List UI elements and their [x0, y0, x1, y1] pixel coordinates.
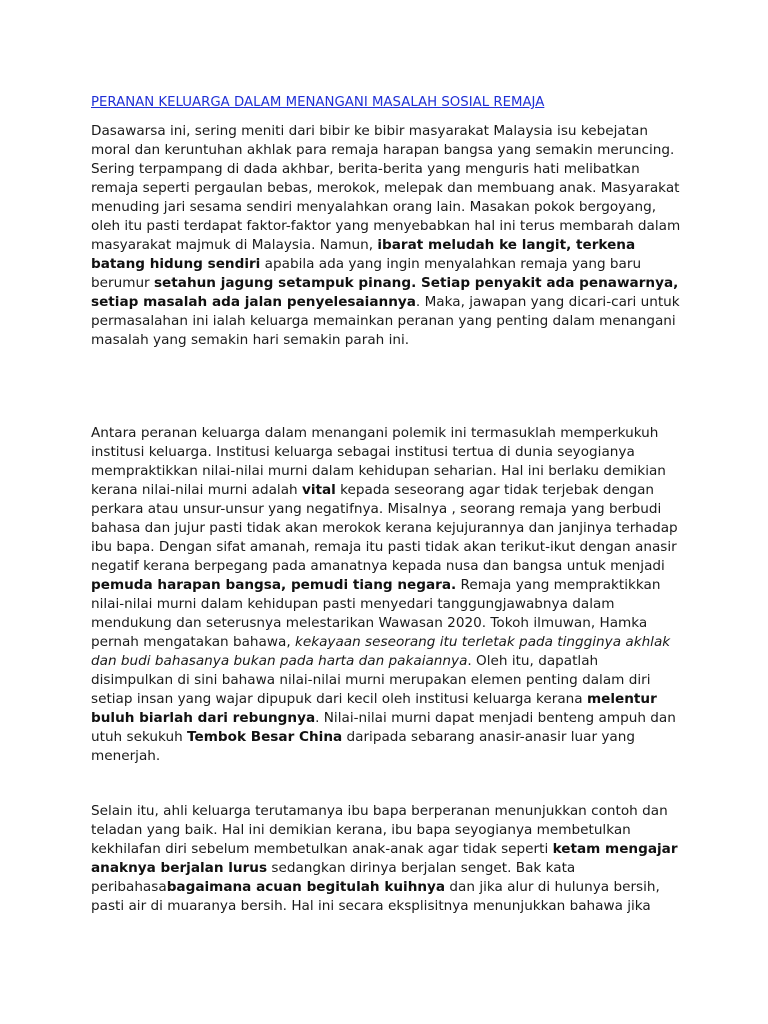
text-run: kepada seseorang agar tidak terjebak dengan perkara atau unsur-unsur yang negatifnya. Misalnya , seorang remaja yang berbudi bahasa dan jujur pasti tidak akan merokok kerana kejujurannya dan janjinya terhadap ibu bapa. Dengan sifat amanah, remaja itu pasti tidak akan terikut-ikut dengan anasir negatif kerana berpegang pada amanatnya kepada nusa dan bangsa untuk menjadi: [91, 482, 678, 574]
bold-phrase: bagaimana acuan begitulah kuihnya: [166, 879, 446, 895]
bold-phrase: pemuda harapan bangsa, pemudi tiang negara.: [91, 577, 457, 593]
bold-phrase: ibarat meludah ke langit, terkena batang hidung sendiri: [91, 237, 636, 272]
bold-phrase: setahun jagung setampuk pinang. Setiap penyakit ada penawarnya, setiap masalah ada jalan penyelesaiannya: [91, 275, 679, 310]
italic-quote: kekayaan seseorang itu terletak pada tingginya akhlak dan budi bahasanya bukan pada harta dan pakaiannya: [91, 634, 671, 669]
paragraph-intro: [91, 122, 681, 350]
text-run: Remaja yang mempraktikkan nilai-nilai murni dalam kehidupan pasti menyedari tanggungjawabnya dalam mendukung dan seterusnya melestarikan Wawasan 2020. Tokoh ilmuwan, Hamka pernah mengatakan bahawa,: [91, 577, 661, 650]
text-run: Antara peranan keluarga dalam menangani polemik ini termasuklah memperkukuh institusi keluarga. Institusi keluarga sebagai institusi tertua di dunia seyogianya mempraktikkan nilai-nilai murni dalam kehidupan seharian. Hal ini berlaku demikian kerana nilai-nilai murni adalah: [91, 425, 666, 498]
bold-phrase: melentur buluh biarlah dari rebungnya: [91, 691, 657, 726]
bold-phrase: vital: [301, 482, 336, 498]
text-run: . Nilai-nilai murni dapat menjadi benteng ampuh dan utuh sekukuh: [91, 710, 676, 745]
bold-phrase: ketam mengajar anaknya berjalan lurus: [91, 841, 678, 876]
bold-phrase: Tembok Besar China: [187, 729, 343, 745]
text-run: Dasawarsa ini, sering meniti dari bibir ke bibir masyarakat Malaysia isu kebejatan moral dan keruntuhan akhlak para remaja harapan bangsa yang semakin meruncing. Sering terpampang di dada akhbar, berita-berita yang menguris hati melibatkan remaja seperti pergaulan bebas, merokok, melepak dan membuang anak. Masyarakat menuding jari sesama sendiri menyalahkan orang lain. Masakan pokok bergoyang, oleh itu pasti terdapat faktor-faktor yang menyebabkan hal ini terus membarah dalam masyarakat majmuk di Malaysia. Namun,: [91, 123, 681, 253]
text-run: apabila ada yang ingin menyalahkan remaja yang baru berumur: [91, 256, 642, 291]
text-run: dan jika alur di hulunya bersih, pasti air di muaranya bersih. Hal ini secara eksplisitnya menunjukkan bahawa jika: [91, 879, 660, 914]
text-run: . Oleh itu, dapatlah disimpulkan di sini bahawa nilai-nilai murni merupakan elemen penting dalam diri setiap insan yang wajar dipupuk dari kecil oleh institusi keluarga kerana: [91, 653, 651, 707]
paragraph-institusi-keluarga: [91, 424, 681, 766]
text-run: sedangkan dirinya berjalan senget. Bak kata peribahasa: [91, 860, 576, 895]
text-run: Selain itu, ahli keluarga terutamanya ibu bapa berperanan menunjukkan contoh dan teladan yang baik. Hal ini demikian kerana, ibu bapa seyogianya membetulkan kekhilafan diri sebelum membetulkan anak-anak agar tidak seperti: [91, 803, 668, 857]
document-title-link[interactable]: PERANAN KELUARGA DALAM MENANGANI MASALAH SOSIAL REMAJA: [91, 95, 545, 110]
paragraph-spacer: [91, 350, 681, 424]
text-run: . Maka, jawapan yang dicari-cari untuk permasalahan ini ialah keluarga memainkan peranan yang penting dalam menangani masalah yang semakin hari semakin parah ini.: [91, 294, 680, 348]
text-run: daripada sebarang anasir-anasir luar yang menerjah.: [91, 729, 636, 764]
paragraph-teladan-ibu-bapa: [91, 802, 681, 916]
document-page: [91, 91, 681, 916]
paragraph-spacer: [91, 766, 681, 802]
